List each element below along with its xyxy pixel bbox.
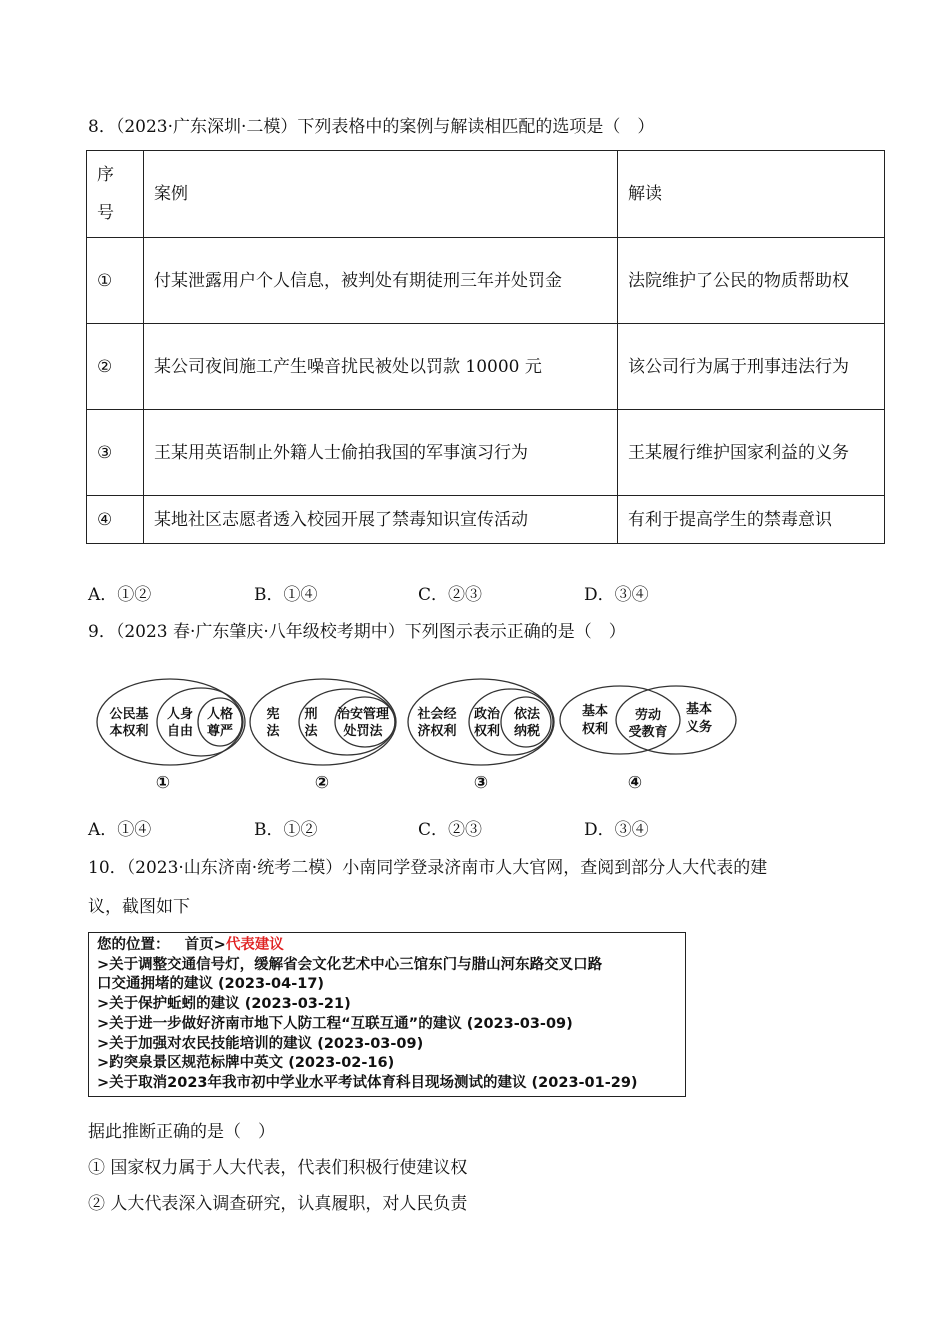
diagram2-outer-ellipse <box>250 679 396 765</box>
list-item: 口交通拥堵的建议 (2023-04-17) <box>97 976 325 993</box>
diagram3-outer-label: 济权利 <box>417 724 457 739</box>
diagram3-middle-ellipse <box>469 689 553 755</box>
diagram1-inner-label: 人格 <box>206 707 234 722</box>
row-no: ① <box>87 238 144 324</box>
option-b[interactable]: B．①② <box>254 820 318 840</box>
table-row <box>87 238 885 324</box>
diagram4-right-label: 基本 <box>685 702 713 717</box>
option-d[interactable]: D．③④ <box>584 820 649 840</box>
option-b[interactable]: B．①④ <box>254 585 318 605</box>
location-label: 您的位置： <box>97 937 170 953</box>
diagram2-inner-label: 处罚法 <box>343 724 383 739</box>
row-interp: 该公司行为属于刑事违法行为 <box>618 324 885 410</box>
breadcrumb-section: 代表建议 <box>225 937 284 953</box>
option-d[interactable]: D．③④ <box>584 585 649 605</box>
diagram3-number: ③ <box>473 773 489 793</box>
row-no: ④ <box>87 496 144 544</box>
q9-options <box>88 818 848 842</box>
diagram4-overlap-label: 受教育 <box>628 725 668 740</box>
q10-question: 据此推断正确的是（ ） <box>88 1122 275 1142</box>
diagram3-outer-label: 社会经 <box>417 707 457 722</box>
option-a[interactable]: A．①④ <box>88 820 152 840</box>
q10-statement: ② 人大代表深入调查研究，认真履职，对人民负责 <box>88 1194 468 1214</box>
diagram1-middle-label: 人身 <box>166 707 194 722</box>
diagram1-middle-ellipse <box>157 688 245 756</box>
table-row <box>87 324 885 410</box>
row-case: 王某用英语制止外籍人士偷拍我国的军事演习行为 <box>144 410 618 496</box>
option-c[interactable]: C．②③ <box>418 585 483 605</box>
diagram2-inner-ellipse <box>335 697 395 747</box>
diagram1-middle-label: 自由 <box>166 724 194 739</box>
diagram3-outer-ellipse <box>408 679 554 765</box>
breadcrumb-home: 首页> <box>184 937 226 953</box>
row-case: 某地社区志愿者透入校园开展了禁毒知识宣传活动 <box>144 496 618 544</box>
header-interp: 解读 <box>618 151 885 238</box>
q10-stem-line2: 议，截图如下 <box>88 897 190 917</box>
list-item: >关于保护蚯蚓的建议 (2023-03-21) <box>97 996 351 1013</box>
diagram4-overlap-label: 劳动 <box>634 708 662 723</box>
row-no: ③ <box>87 410 144 496</box>
diagram2-outer-label: 宪 <box>266 707 280 722</box>
q9-venn-diagrams <box>95 672 745 797</box>
table-row <box>87 496 885 544</box>
q10-stem-line1: 10．（2023·山东济南·统考二模）小南同学登录济南市人大官网，查阅到部分人大代表的建 <box>88 858 768 878</box>
diagram4-left-ellipse <box>560 686 680 754</box>
header-no: 序号 <box>87 151 144 238</box>
option-c[interactable]: C．②③ <box>418 820 483 840</box>
breadcrumb <box>97 936 677 956</box>
q8-stem: 8．（2023·广东深圳·二模）下列表格中的案例与解读相匹配的选项是（ ） <box>88 117 655 137</box>
list-item: >关于调整交通信号灯，缓解省会文化艺术中心三馆东门与腊山河东路交叉口路 <box>97 956 603 973</box>
diagram4-left-label: 基本 <box>581 704 609 719</box>
q10-website-screenshot <box>88 932 686 1097</box>
table-row <box>87 410 885 496</box>
q9-stem: 9．（2023 春·广东肇庆·八年级校考期中）下列图示表示正确的是（ ） <box>88 622 626 642</box>
q10-statement: ① 国家权力属于人大代表，代表们积极行使建议权 <box>88 1158 468 1178</box>
diagram4-right-label: 义务 <box>685 720 713 735</box>
diagram1-number: ① <box>155 773 171 793</box>
q8-options <box>88 583 848 607</box>
diagram1-inner-label: 尊严 <box>206 724 234 739</box>
diagram2-middle-ellipse <box>299 689 395 755</box>
row-case: 某公司夜间施工产生噪音扰民被处以罚款 10000 元 <box>144 324 618 410</box>
diagram3-middle-label: 权利 <box>473 724 501 739</box>
row-no: ② <box>87 324 144 410</box>
list-item: >关于进一步做好济南市地下人防工程“互联互通”的建议 (2023-03-09) <box>97 1015 573 1032</box>
row-interp: 王某履行维护国家利益的义务 <box>618 410 885 496</box>
q8-table <box>86 150 885 544</box>
option-a[interactable]: A．①② <box>88 585 152 605</box>
diagram2-middle-label: 法 <box>304 724 318 739</box>
diagram2-inner-label: 治安管理 <box>336 707 390 722</box>
diagram4-number: ④ <box>627 773 643 793</box>
diagram1-outer-label: 公民基 <box>109 707 149 722</box>
row-case: 付某泄露用户个人信息，被判处有期徒刑三年并处罚金 <box>144 238 618 324</box>
list-item: >关于加强对农民技能培训的建议 (2023-03-09) <box>97 1035 424 1052</box>
diagram3-inner-ellipse <box>501 697 551 747</box>
list-item: >关于取消2023年我市初中学业水平考试体育科目现场测试的建议 (2023-01-29) <box>97 1074 638 1091</box>
diagram1-outer-label: 本权利 <box>109 724 149 739</box>
row-interp: 有利于提高学生的禁毒意识 <box>618 496 885 544</box>
diagram4-left-label: 权利 <box>581 722 609 737</box>
diagram2-number: ② <box>314 773 330 793</box>
diagram2-outer-label: 法 <box>266 724 280 739</box>
list-item: >趵突泉景区规范标牌中英文 (2023-02-16) <box>97 1055 395 1072</box>
diagram3-inner-label: 依法 <box>513 707 541 722</box>
header-case: 案例 <box>144 151 618 238</box>
diagram2-middle-label: 刑 <box>304 707 318 722</box>
diagram3-inner-label: 纳税 <box>513 724 541 739</box>
table-header-row <box>87 151 885 238</box>
diagram3-middle-label: 政治 <box>473 707 501 722</box>
row-interp: 法院维护了公民的物质帮助权 <box>618 238 885 324</box>
